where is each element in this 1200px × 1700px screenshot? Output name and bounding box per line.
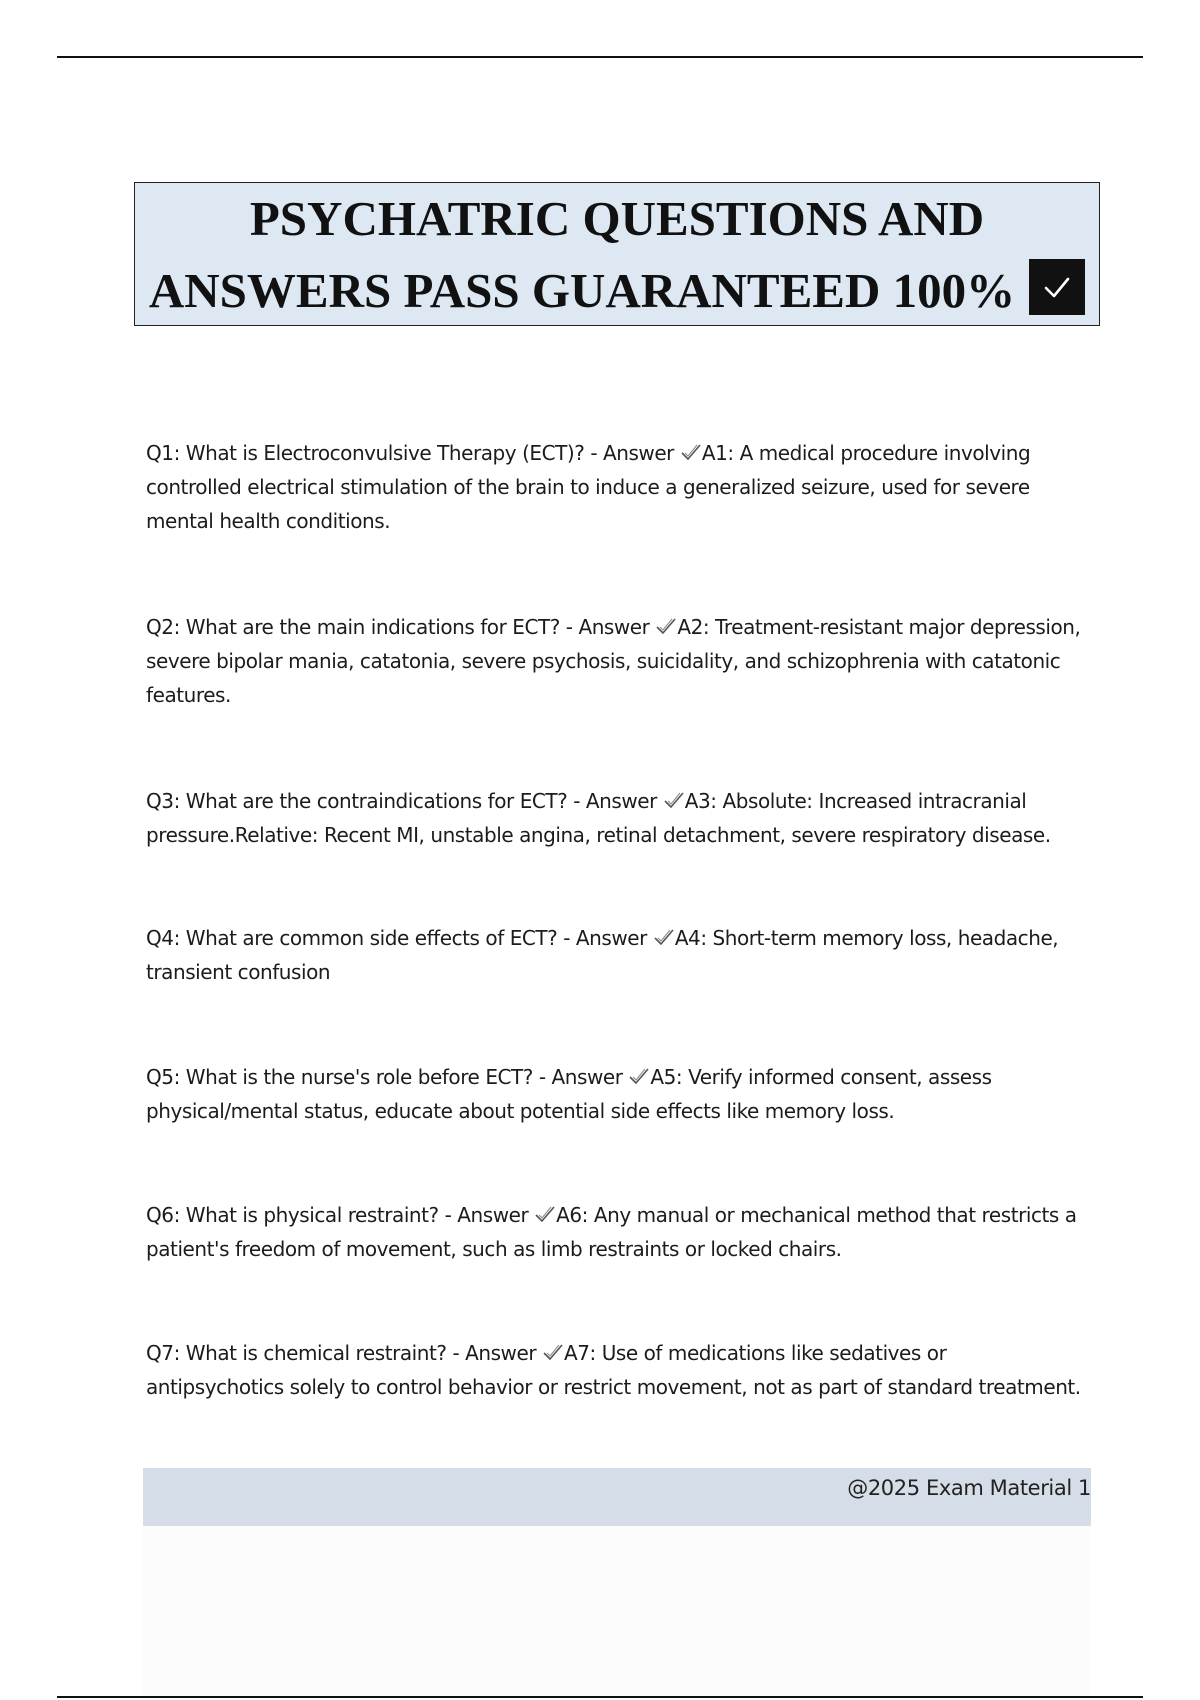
qa-item-7 xyxy=(146,1336,1086,1404)
qa-item-1 xyxy=(146,436,1086,538)
question-2: Q2: What are the main indications for ECT? - Answer xyxy=(146,615,656,639)
checkmark-icon xyxy=(663,790,685,810)
checkmark-icon xyxy=(542,1342,564,1362)
qa-item-3 xyxy=(146,784,1086,852)
qa-item-5 xyxy=(146,1060,1086,1128)
question-6: Q6: What is physical restraint? - Answer xyxy=(146,1203,535,1227)
answer-2: A2: Treatment-resistant major depression, severe bipolar mania, catatonia, severe psychosis, suicidality, and schizophrenia with catatonic features. xyxy=(146,615,1081,707)
title-line-2-wrap xyxy=(135,255,1099,327)
answer-7: A7: Use of medications like sedatives or antipsychotics solely to control behavior or restrict movement, not as part of standard treatment. xyxy=(146,1341,1081,1399)
title-line-2: ANSWERS PASS GUARANTEED 100% xyxy=(148,263,1016,318)
checkmark-icon xyxy=(628,1066,650,1086)
title-line-1: PSYCHATRIC QUESTIONS AND xyxy=(249,191,985,246)
qa-item-4 xyxy=(146,921,1086,989)
checkmark-icon xyxy=(653,927,675,947)
question-4: Q4: What are common side effects of ECT? - Answer xyxy=(146,926,653,950)
footer-band xyxy=(143,1468,1091,1526)
answer-4: A4: Short-term memory loss, headache, transient confusion xyxy=(146,926,1059,984)
question-5: Q5: What is the nurse's role before ECT? - Answer xyxy=(146,1065,629,1089)
question-3: Q3: What are the contraindications for ECT? - Answer xyxy=(146,789,663,813)
check-box-icon xyxy=(1029,259,1085,315)
checkmark-icon xyxy=(534,1204,556,1224)
title-banner xyxy=(134,182,1100,326)
answer-3: A3: Absolute: Increased intracranial pressure.Relative: Recent MI, unstable angina, retinal detachment, severe respiratory disease. xyxy=(146,789,1051,847)
bottom-rule xyxy=(57,1696,1143,1698)
answer-6: A6: Any manual or mechanical method that restricts a patient's freedom of movement, such as limb restraints or locked chairs. xyxy=(146,1203,1077,1261)
question-1: Q1: What is Electroconvulsive Therapy (ECT)? - Answer xyxy=(146,441,680,465)
footer-shadow-area xyxy=(143,1526,1091,1696)
qa-item-6 xyxy=(146,1198,1086,1266)
question-7: Q7: What is chemical restraint? - Answer xyxy=(146,1341,543,1365)
top-rule xyxy=(57,56,1143,58)
footer-text: @2025 Exam Material 1 xyxy=(847,1476,1091,1500)
checkmark-icon xyxy=(680,442,702,462)
answer-1: A1: A medical procedure involving controlled electrical stimulation of the brain to induce a generalized seizure, used for severe mental health conditions. xyxy=(146,441,1031,533)
answer-5: A5: Verify informed consent, assess physical/mental status, educate about potential side effects like memory loss. xyxy=(146,1065,992,1123)
qa-item-2 xyxy=(146,610,1086,712)
checkmark-icon xyxy=(655,616,677,636)
